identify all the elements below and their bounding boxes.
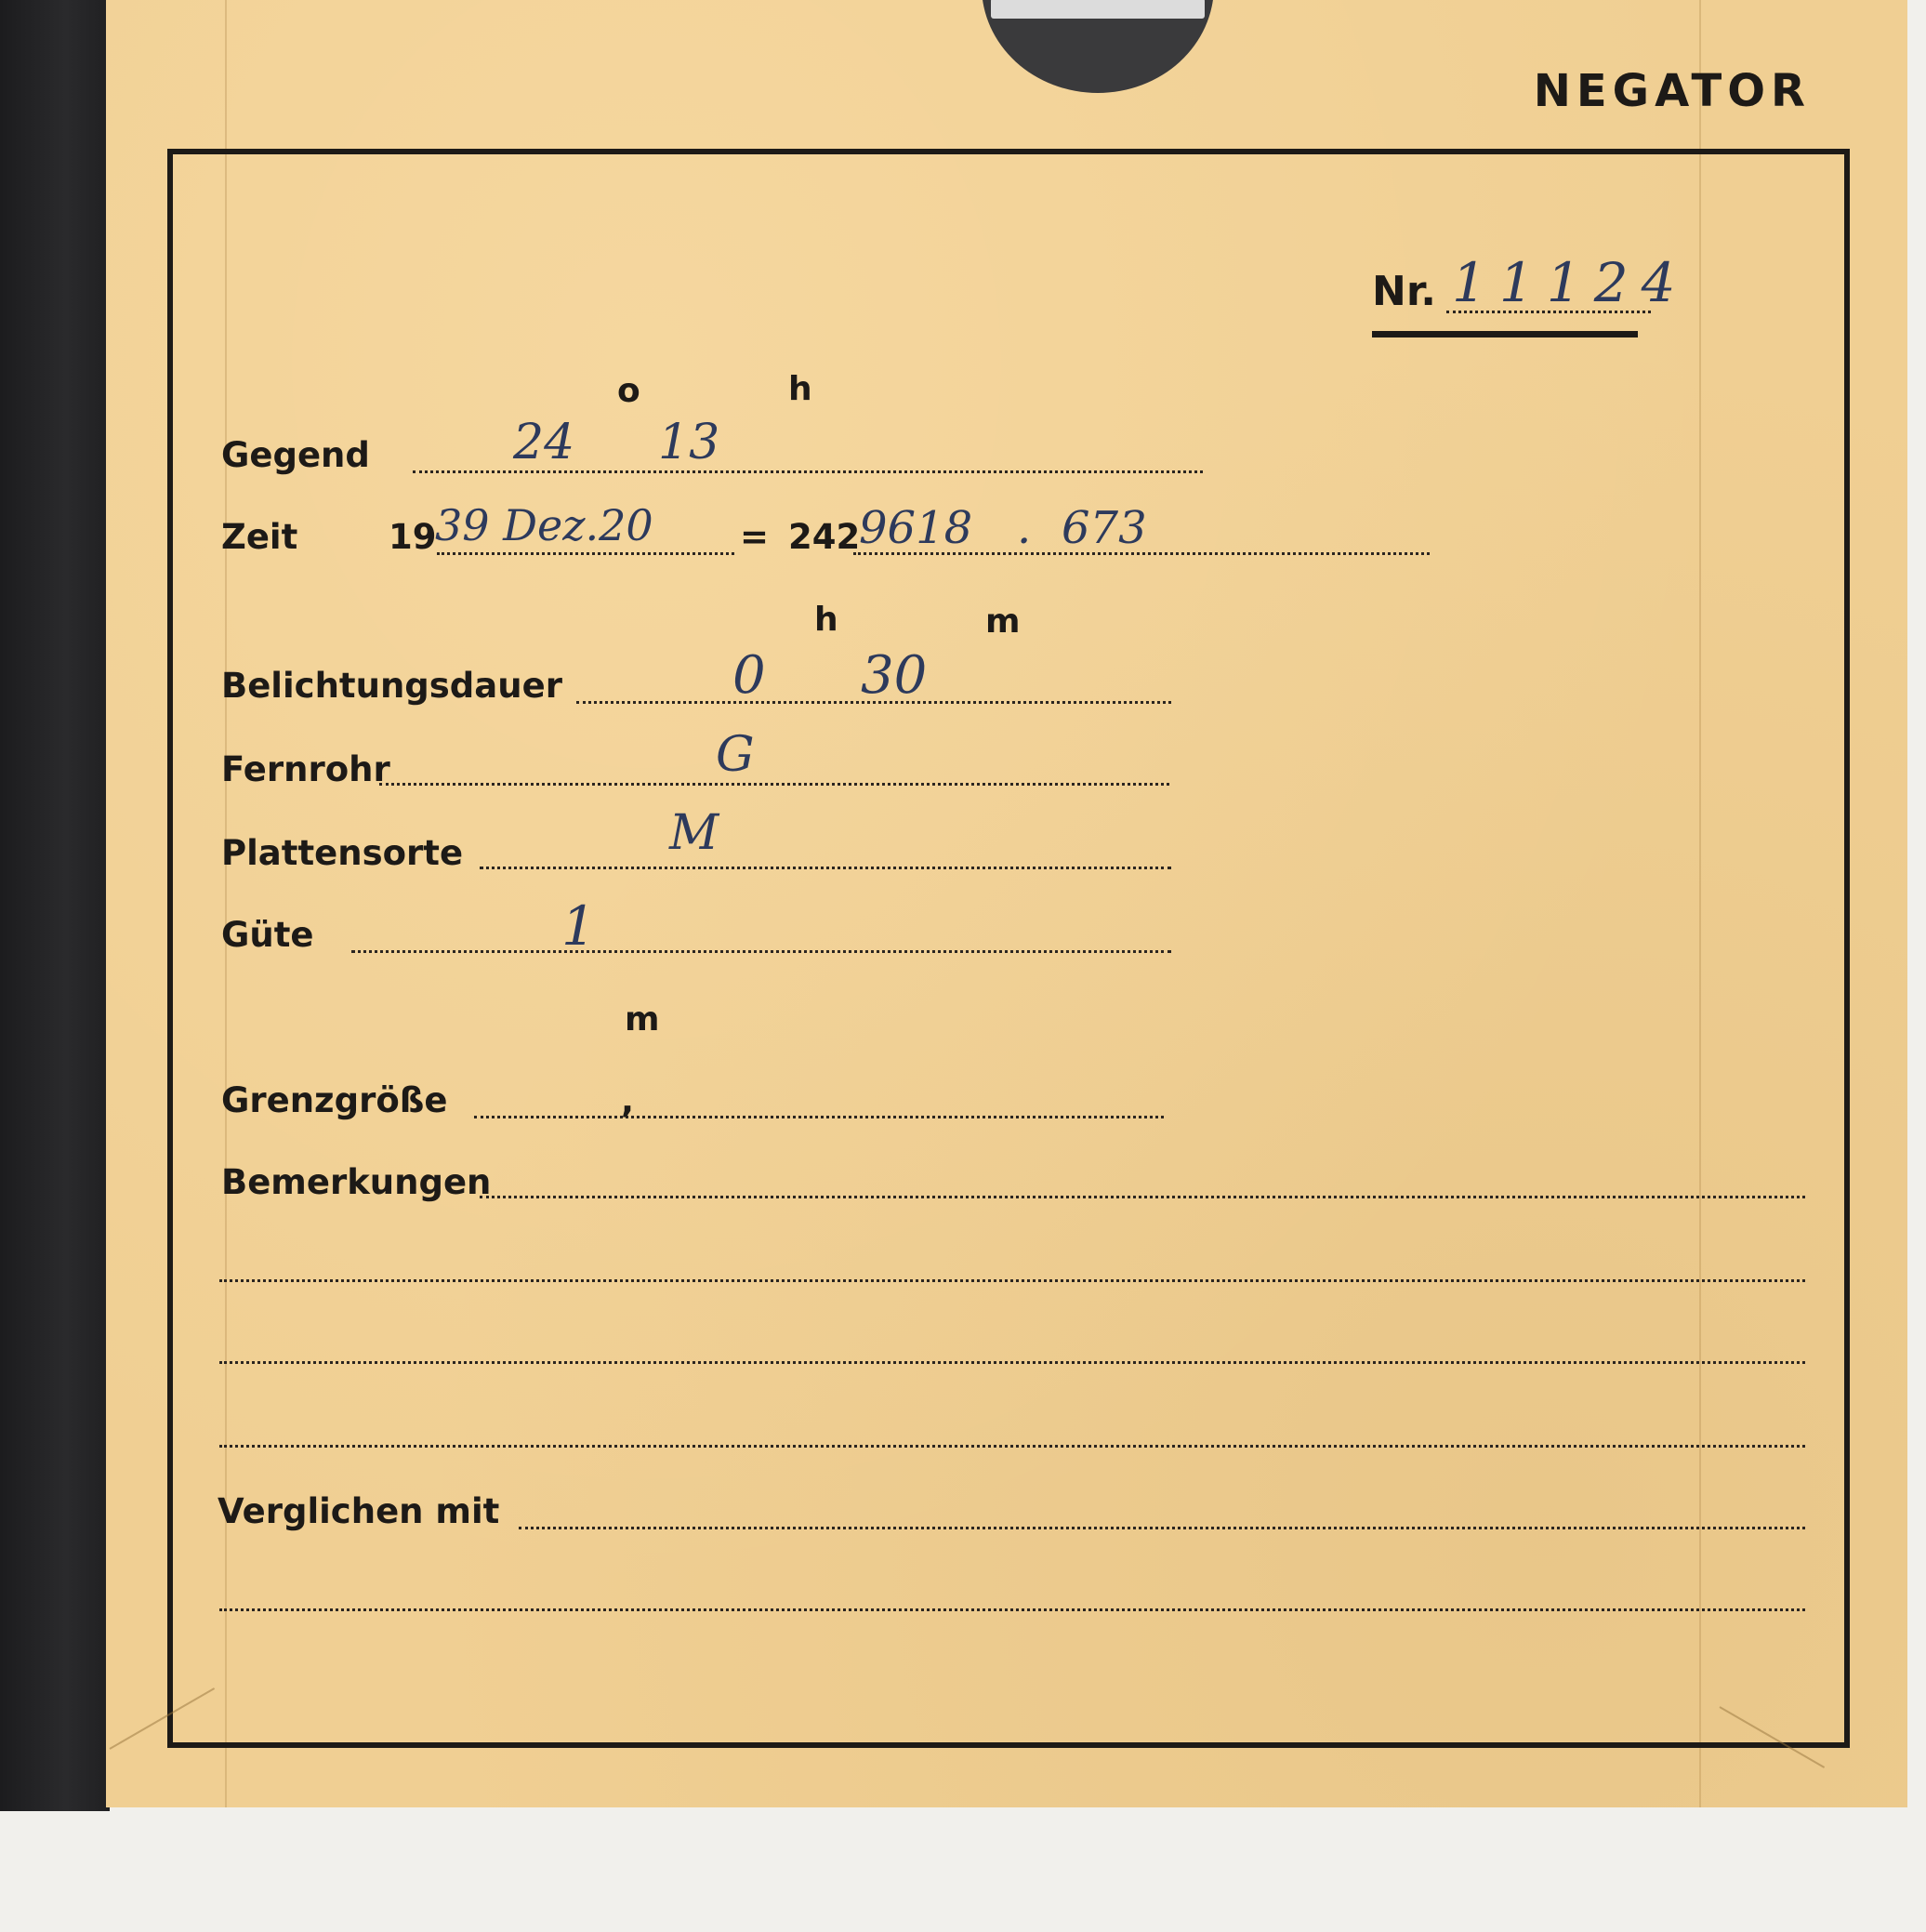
zeit-jd-prefix: 242 [788,517,861,557]
belichtungsdauer-minutes: 30 [861,645,928,706]
gegend-line [413,470,1203,473]
nr-label: Nr. [1372,268,1436,315]
unit-deg: o [617,372,640,410]
zeit-jd-frac: 673 [1062,502,1147,554]
guete-value: 1 [561,894,596,958]
guete-label: Güte [221,915,314,955]
plattensorte-line [480,867,1171,869]
zeit-eq: = [740,517,770,557]
zeit-date: 39 Dez.20 [435,500,653,550]
nr-value: 11124 [1452,251,1689,314]
verglichen-line-1 [519,1527,1805,1529]
bemerkungen-line-1 [480,1196,1805,1198]
zeit-label: Zeit [221,517,298,557]
grenzgroesse-label: Grenzgröße [221,1080,448,1120]
thumb-notch [982,0,1214,93]
fernrohr-label: Fernrohr [221,749,390,789]
unit-mag: m [625,1000,660,1039]
plattensorte-value: M [669,805,719,861]
gegend-value-2: 13 [658,415,720,470]
verglichen-line-2 [219,1608,1805,1611]
plattensorte-label: Plattensorte [221,833,464,873]
grenzgroesse-line [474,1116,1164,1118]
fernrohr-value: G [716,727,755,783]
belichtungsdauer-hours: 0 [732,645,766,706]
guete-line [351,950,1171,953]
grenzgroesse-comma: , [621,1080,635,1120]
zeit-sep: . [1017,502,1032,554]
verglichen-label: Verglichen mit [218,1491,500,1531]
unit-exposure-min: m [985,602,1021,641]
unit-exposure-hour: h [814,601,838,639]
unit-hour: h [788,370,812,408]
brand-title: NEGATOR [1533,65,1811,117]
binder-spine [0,0,110,1811]
belichtungsdauer-label: Belichtungsdauer [221,666,562,706]
gegend-label: Gegend [221,435,370,475]
zeit-year-prefix: 19 [389,517,437,557]
bemerkungen-line-4 [219,1445,1805,1448]
bemerkungen-line-2 [219,1279,1805,1282]
nr-underline [1372,331,1638,337]
bemerkungen-line-3 [219,1361,1805,1364]
fernrohr-line [379,783,1169,786]
gegend-value-1: 24 [513,415,575,470]
zeit-date-line [437,552,734,555]
zeit-jd: 9618 [859,502,973,554]
bemerkungen-label: Bemerkungen [221,1162,492,1202]
